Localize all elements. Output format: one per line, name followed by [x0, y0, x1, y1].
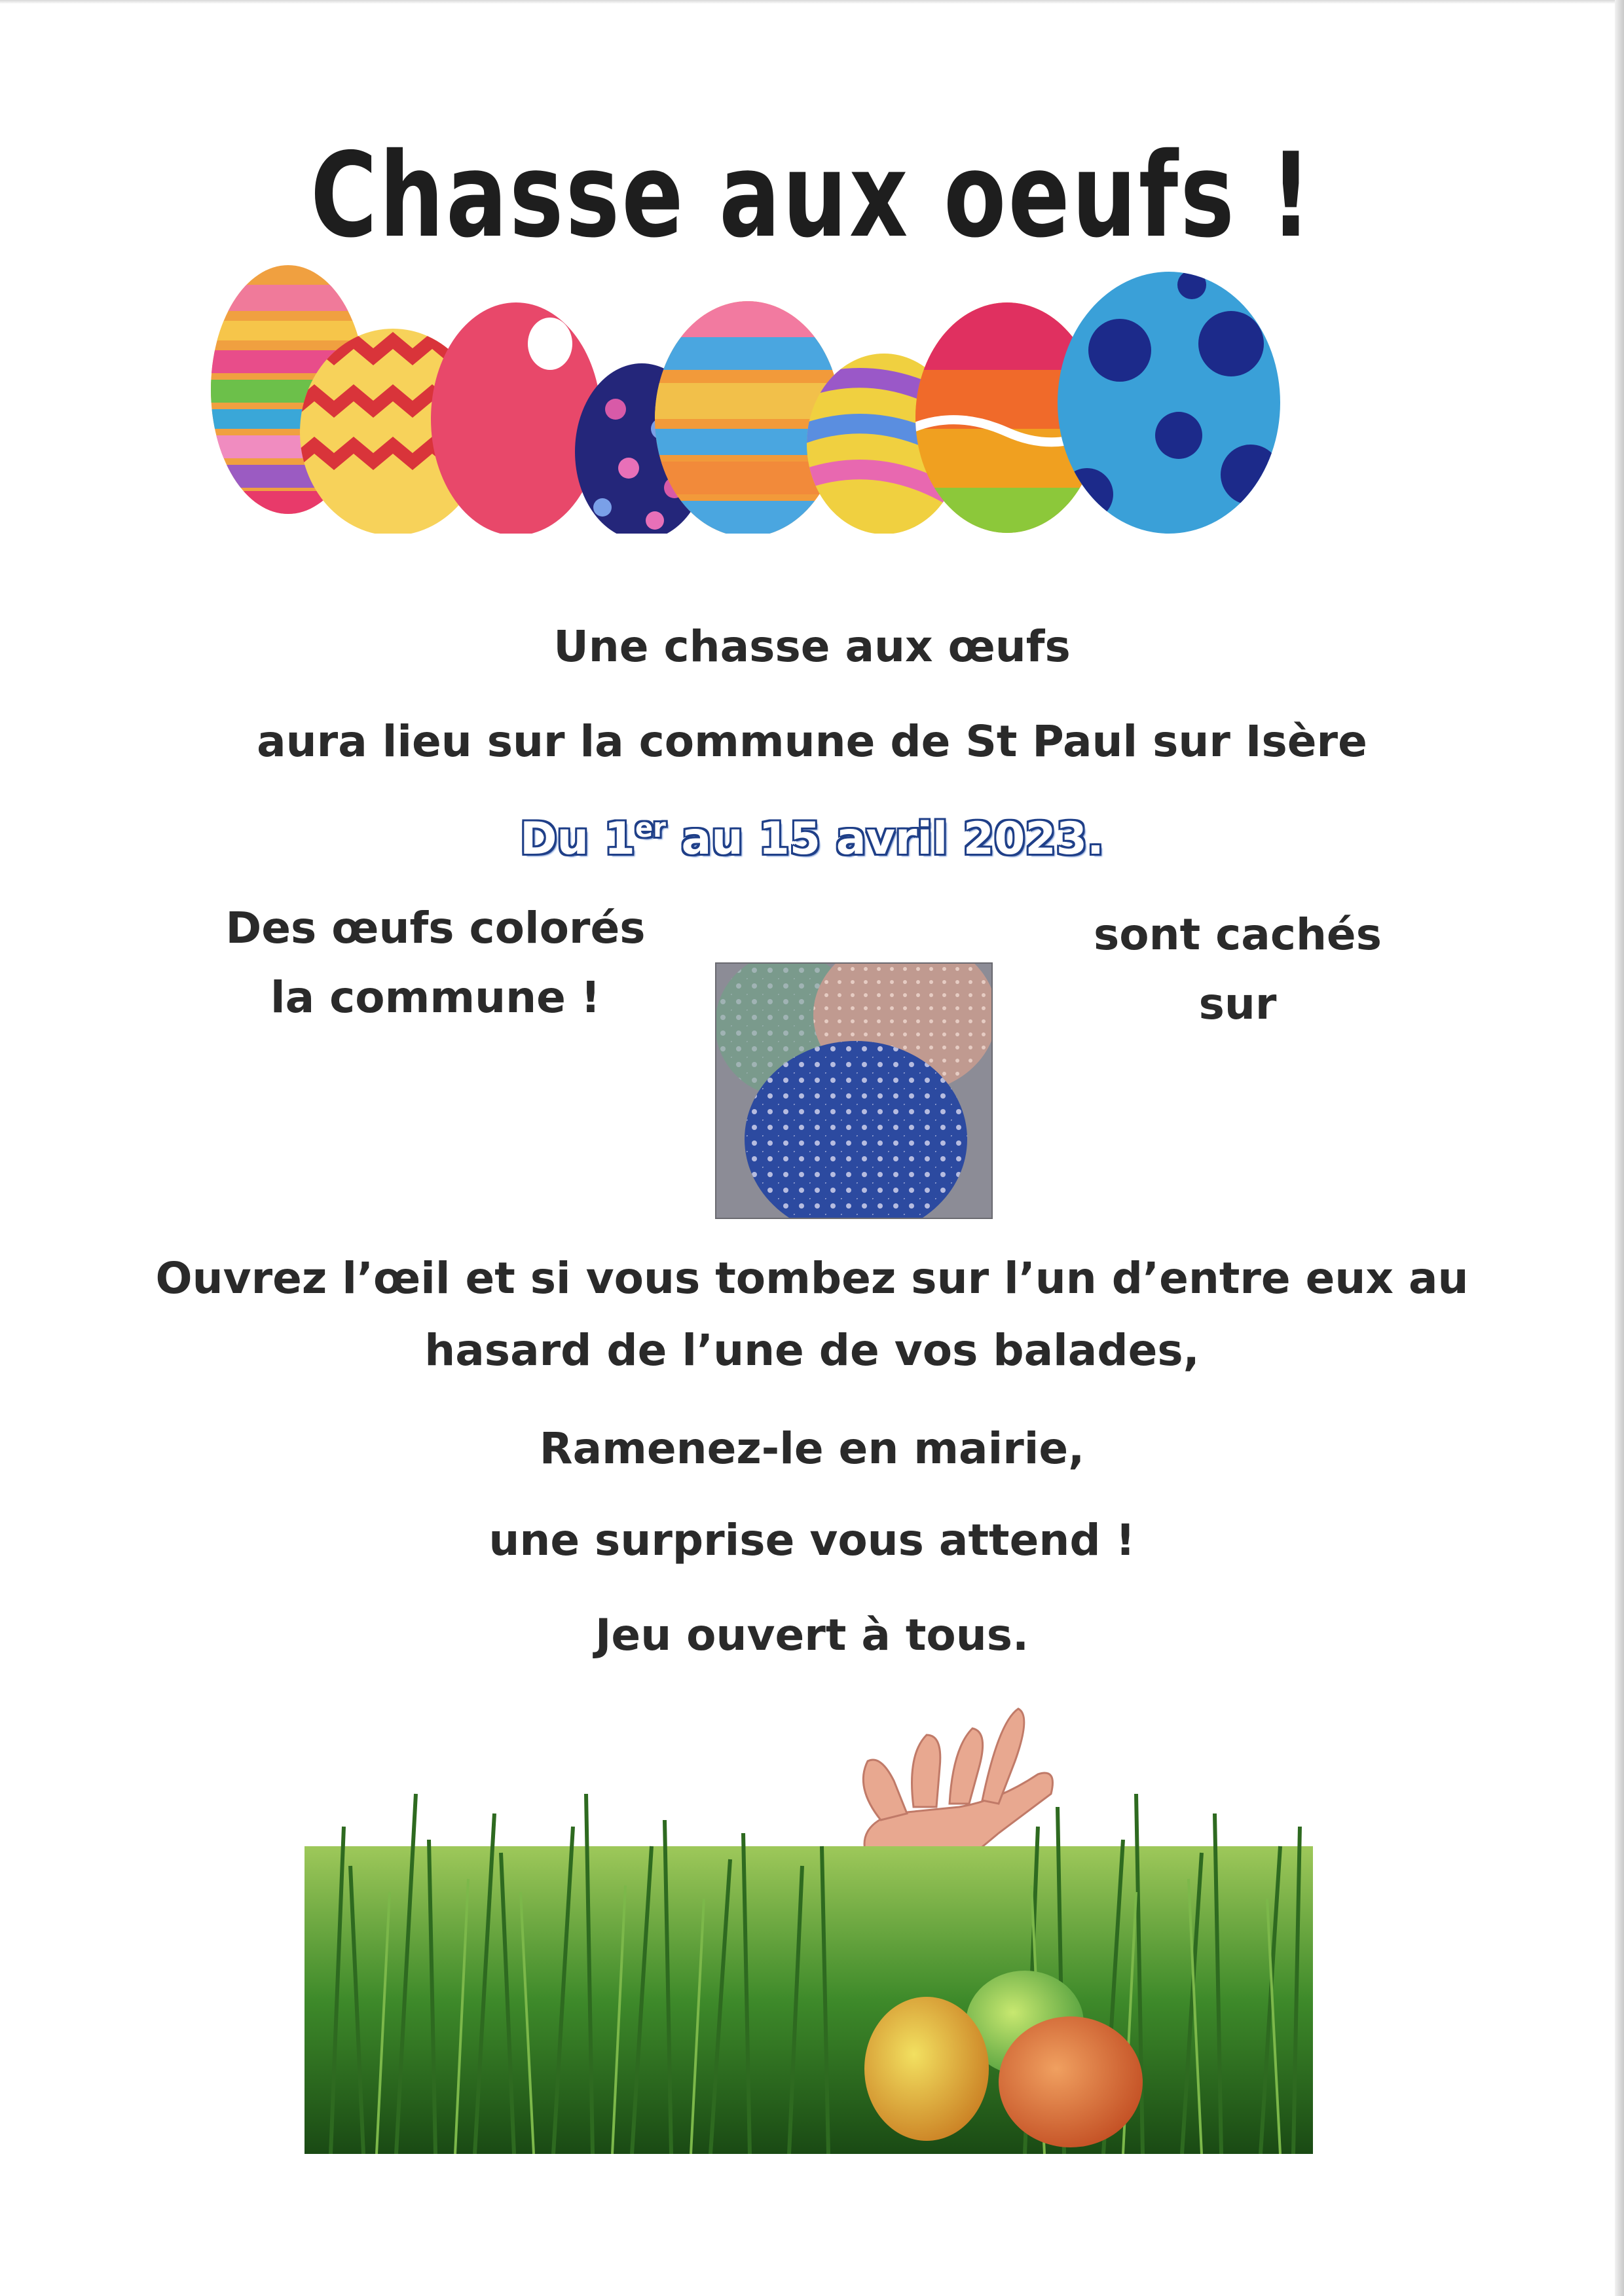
left-text-block [216, 894, 655, 1032]
date-prefix: Du 1 [520, 813, 635, 865]
left-text-line: Des œufs colorés [225, 903, 646, 953]
left-text-line: la commune ! [270, 972, 600, 1023]
easter-eggs-banner-image [210, 259, 1428, 534]
intro-line: Une chasse aux œufs [553, 621, 1071, 672]
poster-title: Chasse aux oeufs ! [310, 128, 1314, 263]
dotted-egg [1054, 270, 1283, 534]
hand-grass-eggs-photo [304, 1696, 1313, 2154]
lace-eggs-photo [715, 962, 993, 1219]
date-superscript: er [635, 813, 666, 843]
paragraph-line: Ouvrez l’œil et si vous tombez sur l’un d’entre eux au [155, 1253, 1469, 1303]
right-text: sont cachés sur [1094, 909, 1382, 1029]
location-line: aura lieu sur la commune de St Paul sur Isère [257, 716, 1367, 767]
surprise-line: une surprise vous attend ! [489, 1515, 1135, 1565]
return-line: Ramenez-le en mairie, [539, 1423, 1085, 1474]
date-suffix: au 15 avril 2023. [665, 813, 1104, 865]
yellow-egg [864, 1997, 989, 2141]
scan-edge [0, 0, 1624, 4]
orange-egg [999, 2016, 1143, 2147]
date-line [0, 813, 1624, 865]
paragraph-line: hasard de l’une de vos balades, [424, 1325, 1200, 1376]
open-line: Jeu ouvert à tous. [595, 1610, 1029, 1660]
scan-edge [1615, 0, 1624, 2296]
